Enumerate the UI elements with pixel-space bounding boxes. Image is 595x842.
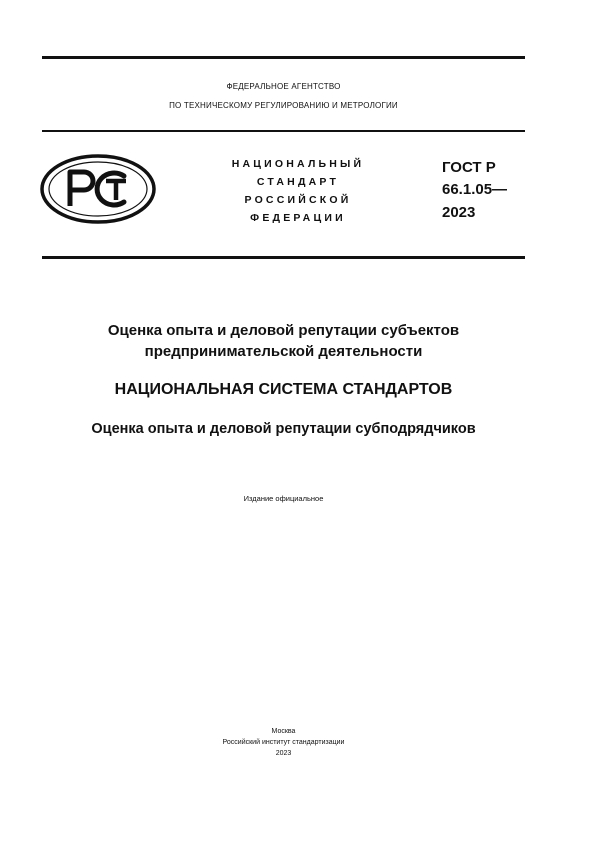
rst-logo-icon (40, 154, 156, 224)
standard-label-line4: ФЕДЕРАЦИИ (250, 212, 346, 224)
edition-note: Издание официальное (243, 494, 324, 503)
bottom-divider (42, 256, 525, 259)
standard-label-line2: СТАНДАРТ (256, 176, 340, 188)
document-title-line2: предпринимательской деятельности (144, 343, 423, 360)
designation-line3: 2023 (442, 204, 476, 221)
standards-system-title: НАЦИОНАЛЬНАЯ СИСТЕМА СТАНДАРТОВ (114, 381, 453, 398)
agency-name-line2: ПО ТЕХНИЧЕСКОМУ РЕГУЛИРОВАНИЮ И МЕТРОЛОГИИ (169, 101, 398, 110)
document-title (42, 320, 525, 362)
designation-line1: ГОСТ Р (442, 159, 496, 176)
standard-label-line1: НАЦИОНАЛЬНЫЙ (231, 158, 365, 170)
imprint-city: Москва (271, 728, 296, 735)
agency-name-line1: ФЕДЕРАЛЬНОЕ АГЕНТСТВО (226, 82, 341, 91)
top-divider (42, 56, 525, 59)
document-subtitle: Оценка опыта и деловой репутации субподрядчиков (91, 421, 476, 437)
imprint-year: 2023 (275, 750, 292, 757)
standard-label-line3: РОССИЙСКОЙ (244, 194, 352, 206)
middle-divider (42, 130, 525, 132)
document-title-line1: Оценка опыта и деловой репутации субъектов (107, 322, 460, 339)
designation-line2: 66.1.05— (442, 181, 508, 198)
imprint-publisher: Российский институт стандартизации (222, 739, 345, 746)
